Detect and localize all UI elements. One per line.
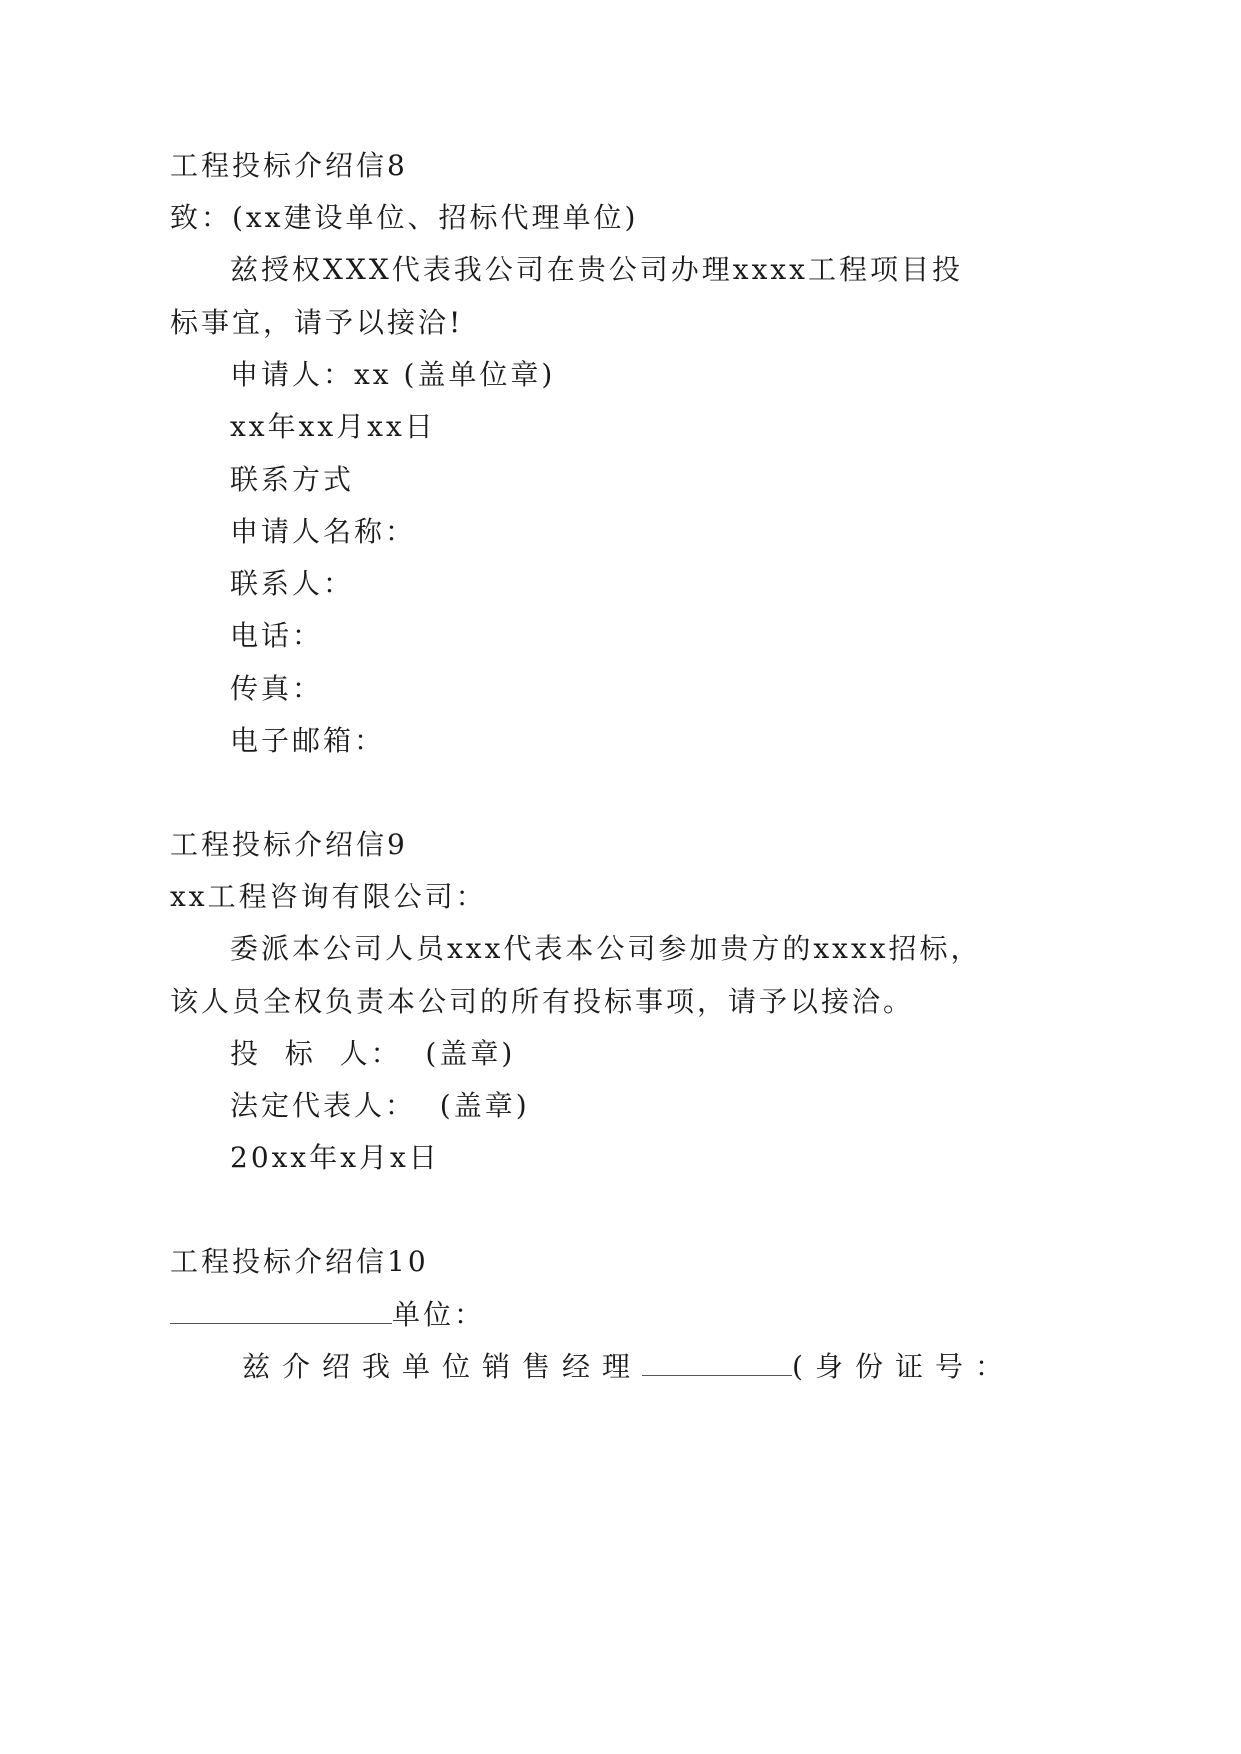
letter9-legal-rep: 法定代表人： (盖章) [230, 1089, 530, 1122]
letter9-bidder: 投 标 人： (盖章) [230, 1037, 516, 1070]
sales-manager-name-blank [642, 1347, 792, 1376]
letter10-body-prefix: 兹介绍我单位销售经理 [242, 1350, 643, 1383]
unit-name-blank [170, 1295, 392, 1324]
letter8-contact-person: 联系人： [230, 567, 355, 600]
letter8-applicant: 申请人：xx (盖单位章) [230, 358, 556, 391]
letter8-contact-heading: 联系方式 [230, 463, 355, 496]
letter8-body-line2: 标事宜，请予以接洽! [170, 306, 464, 339]
letter10-body-suffix: (身份证号： [792, 1350, 1015, 1383]
letter8-phone: 电话： [230, 619, 324, 652]
letter8-salutation: 致：(xx建设单位、招标代理单位) [170, 201, 639, 234]
letter9-title: 工程投标介绍信9 [170, 828, 408, 861]
letter10-unit-suffix: 单位： [392, 1298, 486, 1331]
letter8-date: xx年xx月xx日 [230, 410, 436, 443]
letter9-body-line1: 委派本公司人员xxx代表本公司参加贵方的xxxx招标， [230, 932, 982, 965]
letter10-body-line1 [242, 1347, 1015, 1387]
letter8-email: 电子邮箱： [230, 724, 386, 757]
letter9-body-line2: 该人员全权负责本公司的所有投标事项，请予以接洽。 [170, 985, 915, 1018]
letter10-unit-line [170, 1295, 485, 1335]
letter10-title: 工程投标介绍信10 [170, 1245, 429, 1278]
letter9-date: 20xx年x月x日 [230, 1141, 440, 1174]
letter8-fax: 传真： [230, 672, 324, 705]
letter8-applicant-name: 申请人名称： [230, 515, 417, 548]
letter8-title: 工程投标介绍信8 [170, 149, 408, 182]
letter8-body-line1: 兹授权XXX代表我公司在贵公司办理xxxx工程项目投 [230, 253, 963, 286]
letter9-salutation: xx工程咨询有限公司： [170, 880, 487, 913]
